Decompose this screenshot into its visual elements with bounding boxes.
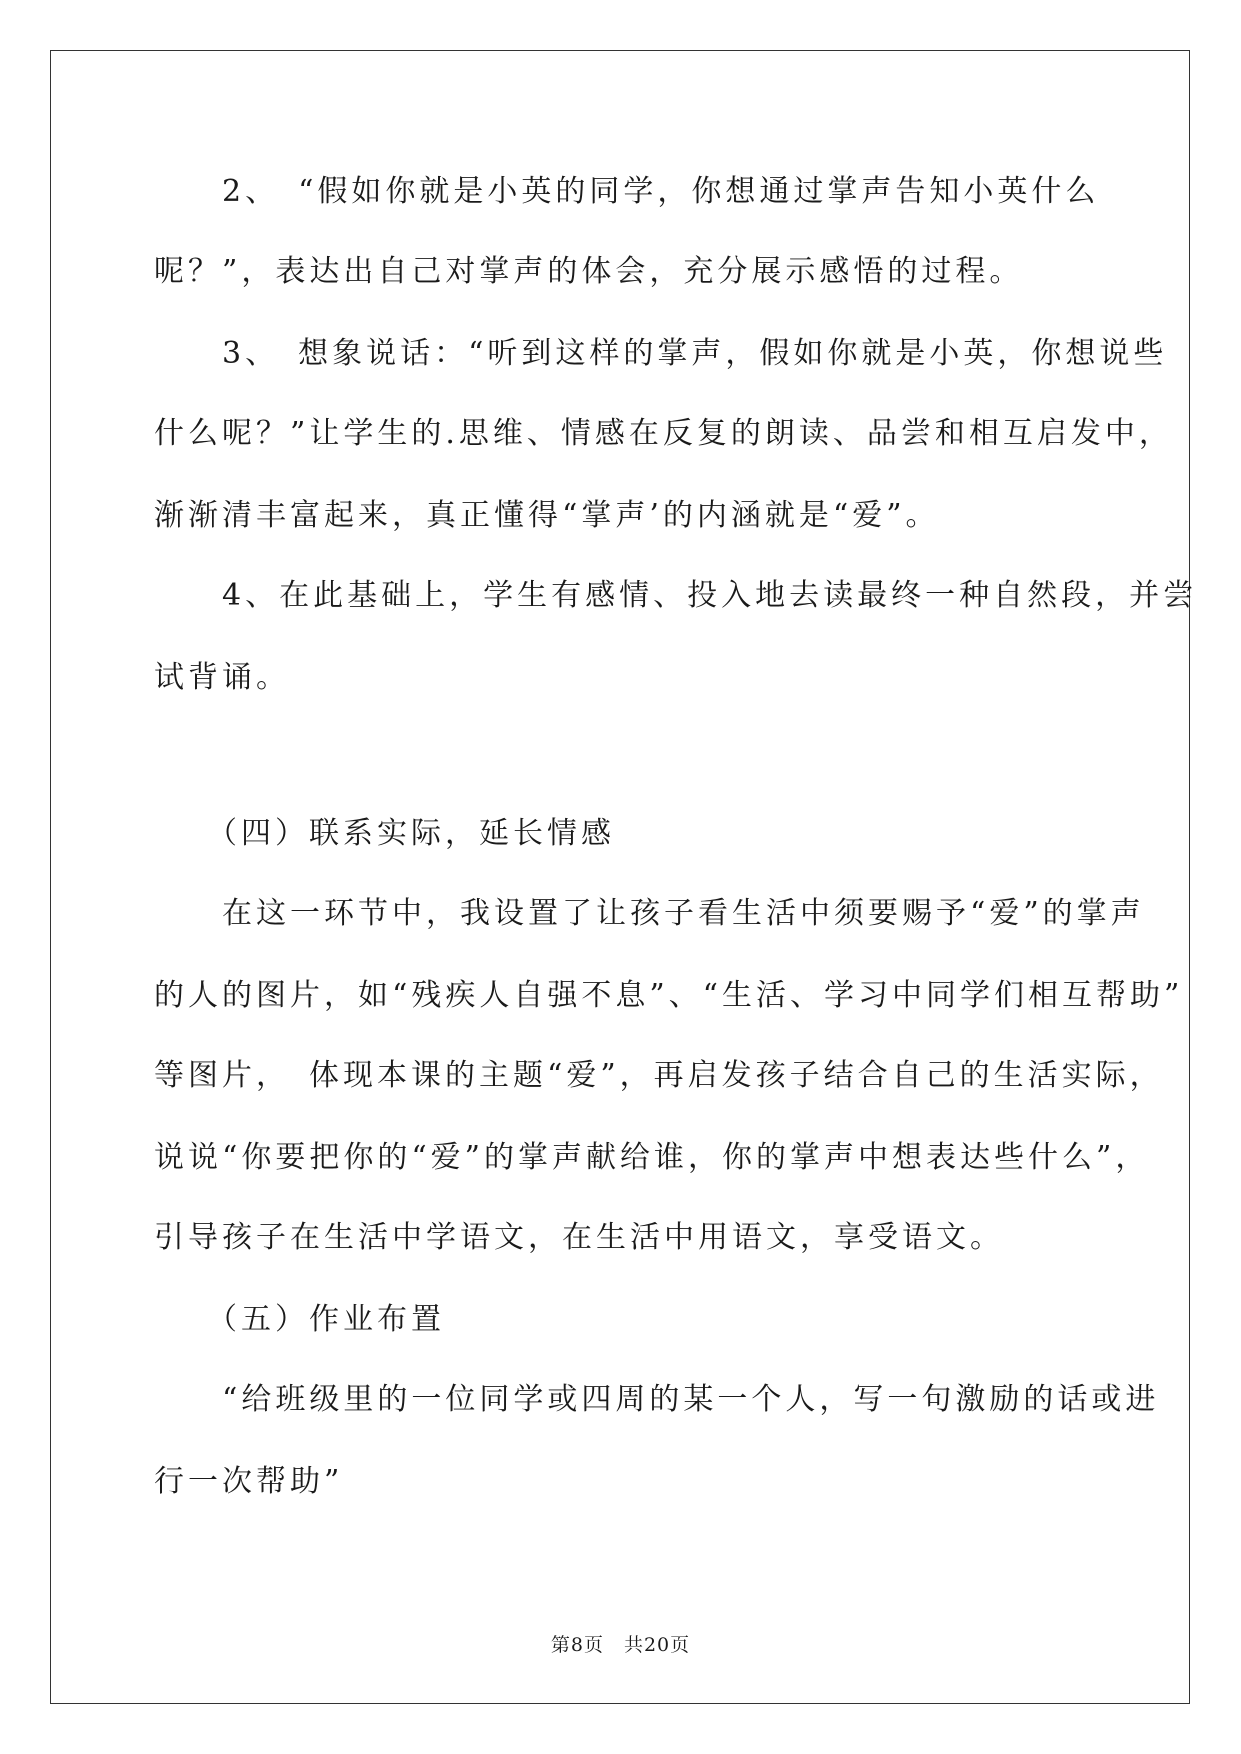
- paragraph-line: 4、在此基础上，学生有感情、投入地去读最终一种自然段，并尝: [154, 578, 1198, 613]
- paragraph-line: 试背诵。: [154, 660, 290, 695]
- section-heading: （五）作业布置: [154, 1302, 445, 1337]
- paragraph-line: 在这一环节中，我设置了让孩子看生活中须要赐予“爱”的掌声: [154, 896, 1145, 931]
- paragraph-line: 3、 想象说话：“听到这样的掌声，假如你就是小英，你想说些: [154, 336, 1168, 371]
- paragraph-line: 的人的图片，如“残疾人自强不息”、“生活、学习中同学们相互帮助”: [154, 978, 1184, 1013]
- page-border: [50, 50, 1198, 1704]
- paragraph-line: 等图片， 体现本课的主题“爱”，再启发孩子结合自己的生活实际，: [154, 1058, 1164, 1093]
- paragraph-line: 行一次帮助”: [154, 1464, 344, 1499]
- page-number-footer: [0, 1633, 1241, 1657]
- paragraph-line: 呢？”，表达出自己对掌声的体会，充分展示感悟的过程。: [154, 254, 1024, 289]
- paragraph-line: “给班级里的一位同学或四周的某一个人，写一句激励的话或进: [154, 1382, 1160, 1417]
- section-heading: （四）联系实际，延长情感: [154, 816, 615, 851]
- paragraph-line: 什么呢？”让学生的.思维、情感在反复的朗读、品尝和相互启发中，: [154, 416, 1173, 451]
- paragraph-line: 渐渐清丰富起来，真正懂得“掌声’的内涵就是“爱”。: [154, 498, 940, 533]
- page-number-text: 第8页 共20页: [550, 1634, 691, 1656]
- paragraph-line: 说说“你要把你的“爱”的掌声献给谁，你的掌声中想表达些什么”，: [154, 1140, 1150, 1175]
- paragraph-line: 2、 “假如你就是小英的同学，你想通过掌声告知小英什么: [154, 174, 1100, 209]
- paragraph-line: 引导孩子在生活中学语文，在生活中用语文，享受语文。: [154, 1220, 1004, 1255]
